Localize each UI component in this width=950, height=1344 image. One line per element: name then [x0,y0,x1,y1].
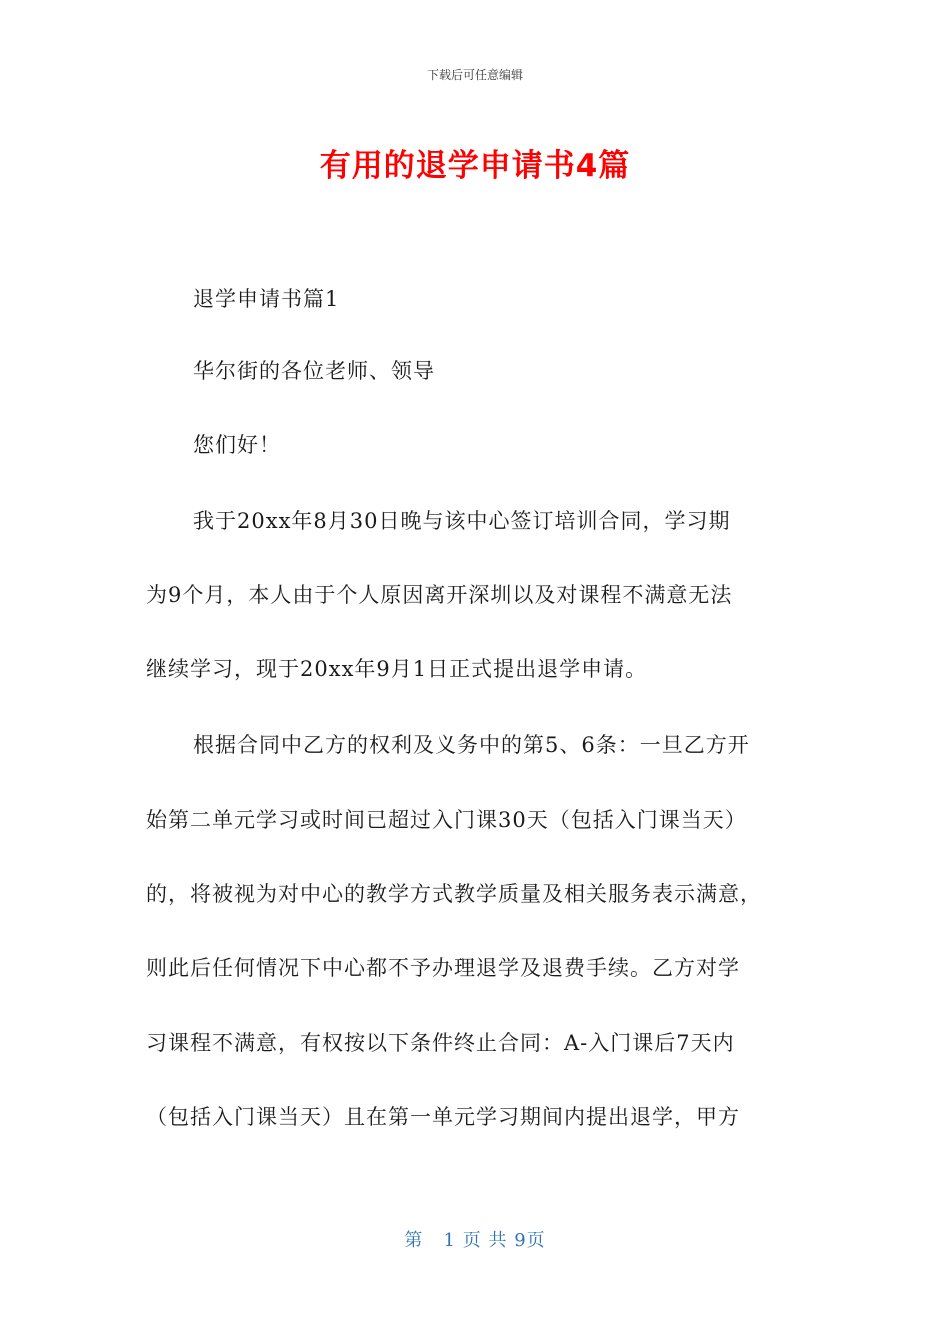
greeting-line: 您们好！ [193,433,281,457]
footer-page-number: 1 [443,1230,456,1251]
header-note: 下载后可任意编辑 [426,68,523,82]
paragraph-line: 习课程不满意，有权按以下条件终止合同：A-入门课后7天内 [146,1031,735,1055]
paragraph-line: 始第二单元学习或时间已超过入门课30天（包括入门课当天） [146,808,747,832]
footer-suffix: 页 [526,1230,546,1251]
paragraph-line: 则此后任何情况下中心都不予办理退学及退费手续。乙方对学 [146,956,740,980]
footer-total-pages: 9 [514,1230,527,1251]
paragraph-line: 根据合同中乙方的权利及义务中的第5、6条：一旦乙方开 [193,733,750,757]
footer-middle: 页 共 [462,1230,508,1251]
paragraph-line: 为9个月，本人由于个人原因离开深圳以及对课程不满意无法 [146,583,733,607]
salutation-line: 华尔街的各位老师、领导 [193,359,435,383]
document-title: 有用的退学申请书4篇 [319,148,631,184]
footer-prefix: 第 [404,1230,424,1251]
section-heading: 退学申请书篇1 [193,287,340,311]
paragraph-line: （包括入门课当天）且在第一单元学习期间内提出退学，甲方 [146,1105,740,1129]
paragraph-line: 继续学习，现于20xx年9月1日正式提出退学申请。 [146,657,648,681]
page-footer [0,1226,950,1252]
paragraph-line: 我于20xx年8月30日晚与该中心签订培训合同，学习期 [193,509,731,533]
paragraph-line: 的，将被视为对中心的教学方式教学质量及相关服务表示满意， [146,882,762,906]
